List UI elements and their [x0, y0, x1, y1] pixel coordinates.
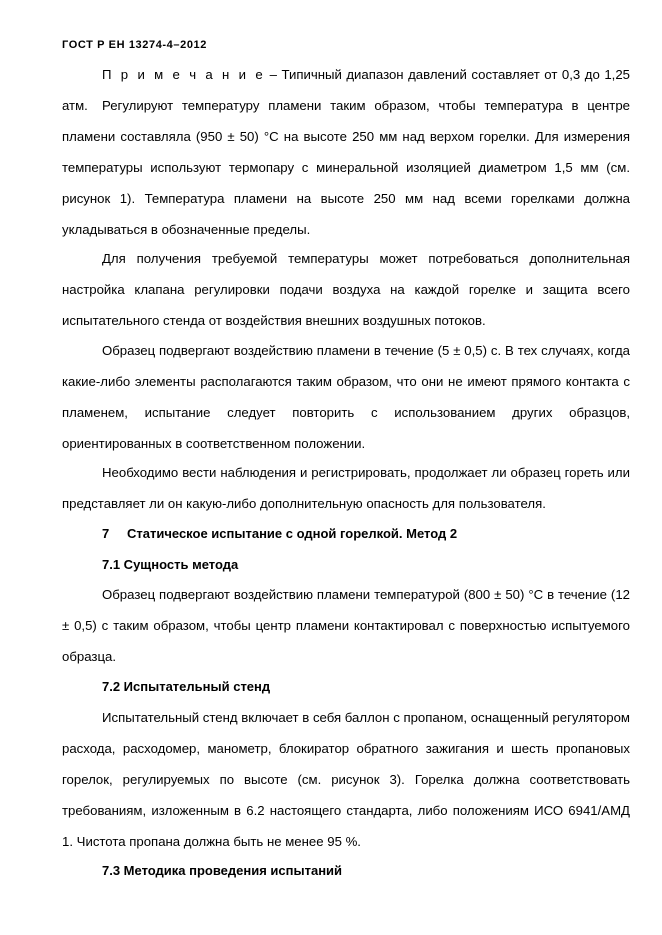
- section-7-2-heading: 7.2 Испытательный стенд: [102, 679, 271, 694]
- paragraph-air-adjustment: [62, 243, 630, 336]
- note-text: – Типичный диапазон давлений составляет от 0,3 до 1,25 атм.: [62, 67, 630, 113]
- paragraph-text: Для получения требуемой температуры может потребоваться дополнительная настройка клапана регулировки подачи воздуха на каждой горелке и защита всего испытательного стенда от воздействия внешних воздушных потоков.: [62, 251, 630, 328]
- section-7-heading: [102, 518, 457, 549]
- paragraph-text: Образец подвергают воздействию пламени в течение (5 ± 0,5) с. В тех случаях, когда какие-либо элементы располагаются таким образом, что они не имеют прямого контакта с пламенем, испытание следует повторить с использованием других образцов, ориентированных в соответственном положении.: [62, 343, 630, 451]
- paragraph-flame-temperature: [62, 90, 630, 245]
- section-7-3-heading: 7.3 Методика проведения испытаний: [102, 863, 343, 878]
- section-7-number: 7: [102, 526, 110, 541]
- paragraph-text: Образец подвергают воздействию пламени температурой (800 ± 50) °С в течение (12 ± 0,5) с таким образом, чтобы центр пламени контактировал с поверхностью испытуемого образца.: [62, 587, 630, 664]
- paragraph-text: Испытательный стенд включает в себя баллон с пропаном, оснащенный регулятором расхода, расходомер, манометр, блокиратор обратного зажигания и шесть пропановых горелок, регулируемых по высоте (см. рисунок 3). Горелка должна соответствовать требованиям, изложенным в 6.2 настоящего стандарта, либо положениям ИСО 6941/АМД 1. Чистота пропана должна быть не менее 95 %.: [62, 710, 630, 849]
- paragraph-observation: [62, 457, 630, 519]
- paragraph-exposure: [62, 335, 630, 459]
- section-7-title: Статическое испытание с одной горелкой. Метод 2: [127, 526, 458, 541]
- paragraph-text: Регулируют температуру пламени таким образом, чтобы температура в центре пламени составляла (950 ± 50) °С на высоте 250 мм над верхом горелки. Для измерения температуры используют термопару с минеральной изоляцией диаметром 1,5 мм (см. рисунок 1). Температура пламени на высоте 250 мм над всеми горелками должна укладываться в обозначенные пределы.: [62, 98, 630, 237]
- paragraph-method-essence: [62, 579, 630, 672]
- standard-header: ГОСТ Р ЕН 13274-4–2012: [62, 39, 207, 51]
- paragraph-text: Необходимо вести наблюдения и регистрировать, продолжает ли образец гореть или представляет ли он какую-либо дополнительную опасность для пользователя.: [62, 465, 630, 511]
- note-label: П р и м е ч а н и е: [102, 67, 266, 82]
- paragraph-test-stand: [62, 702, 630, 857]
- section-7-1-heading: 7.1 Сущность метода: [102, 557, 239, 572]
